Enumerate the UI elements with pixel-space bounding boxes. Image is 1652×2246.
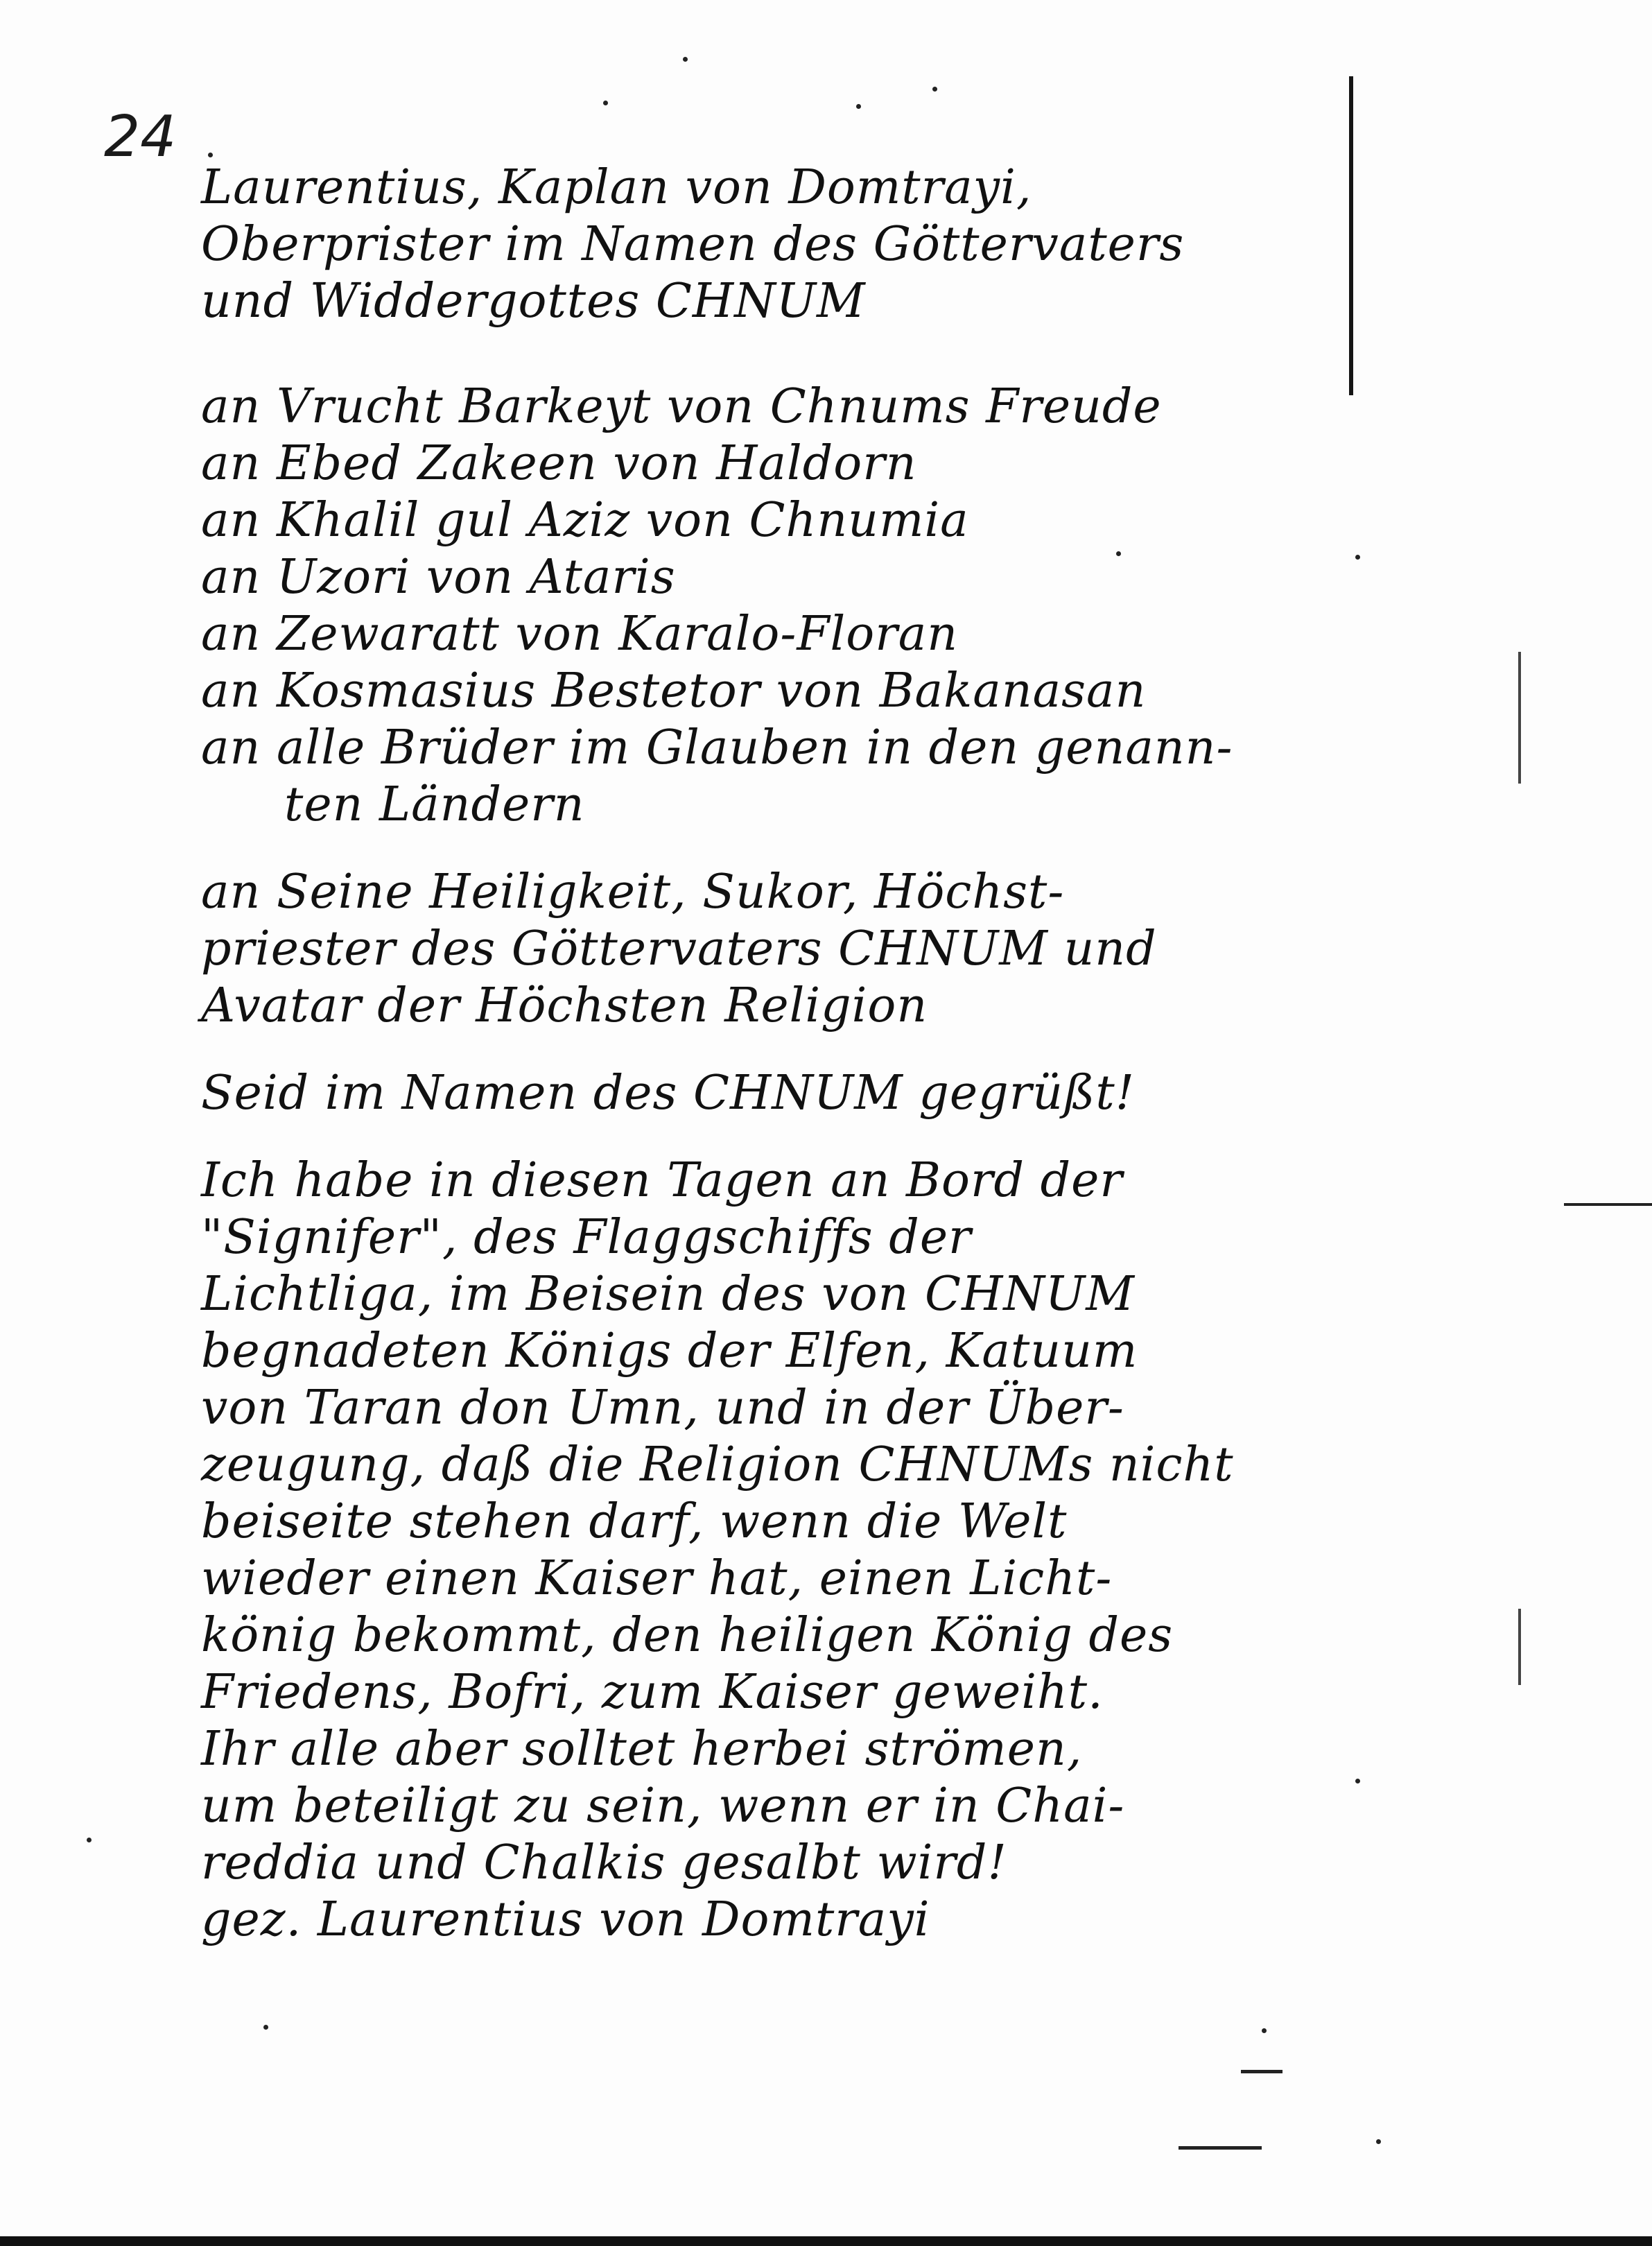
scan-speck — [683, 57, 688, 62]
recipient-line: an Zewaratt von Karalo-Floran — [201, 607, 959, 662]
scan-mark — [1241, 2070, 1283, 2073]
body-line: könig bekommt, den heiligen König des — [201, 1608, 1174, 1663]
body-line: Ihr alle aber solltet herbei strömen, — [201, 1722, 1083, 1777]
scan-speck — [208, 153, 213, 157]
body-line: begnadeten Königs der Elfen, Katuum — [201, 1324, 1138, 1379]
scan-mark — [1179, 2146, 1262, 2150]
recipients-list — [201, 379, 1380, 833]
scan-speck — [87, 1838, 92, 1842]
body-line: wieder einen Kaiser hat, einen Licht- — [201, 1551, 1113, 1606]
scan-margin-rule — [1349, 76, 1353, 395]
recipient-line: an Vrucht Barkeyt von Chnums Freude — [201, 379, 1162, 434]
scan-speck — [932, 87, 937, 92]
recipient-line: an Uzori von Ataris — [201, 550, 676, 605]
holiness-line: priester des Göttervaters CHNUM und — [201, 922, 1157, 976]
body-line: Lichtliga, im Beisein des von CHNUM — [201, 1267, 1135, 1322]
recipient-continuation: ten Ländern — [284, 777, 585, 832]
recipient-line: an Khalil gul Aziz von Chnumia — [201, 493, 969, 548]
scan-speck — [263, 2025, 268, 2030]
greeting: Seid im Namen des CHNUM gegrüßt! — [201, 1066, 1136, 1121]
scan-speck — [1262, 2028, 1267, 2033]
holiness-line: an Seine Heiligkeit, Sukor, Höchst- — [201, 865, 1065, 919]
body-line: von Taran don Umn, und in der Über- — [201, 1381, 1124, 1435]
body-line: Friedens, Bofri, zum Kaiser geweiht. — [201, 1665, 1104, 1720]
body-line: reddia und Chalkis gesalbt wird! — [201, 1835, 1007, 1890]
recipient-line: an alle Brüder im Glauben in den genann- — [201, 720, 1233, 775]
scan-speck — [1116, 551, 1121, 556]
recipient-line: an Ebed Zakeen von Haldorn — [201, 436, 917, 491]
sender-line: Oberprister im Namen des Göttervaters — [201, 217, 1185, 272]
letter-text — [201, 159, 1380, 1949]
body-line: beiseite stehen darf, wenn die Welt — [201, 1494, 1068, 1549]
scan-bottom-edge — [0, 2236, 1652, 2246]
holiness-block — [201, 864, 1380, 1035]
body-line: um beteiligt zu sein, wenn er in Chai- — [201, 1779, 1125, 1833]
page-number: 24 — [104, 104, 177, 170]
sender-line: Laurentius, Kaplan von Domtrayi, — [201, 160, 1032, 215]
greeting-block — [201, 1065, 1380, 1122]
signature: gez. Laurentius von Domtrayi — [201, 1892, 930, 1947]
body-line: "Signifer", des Flaggschiffs der — [201, 1210, 972, 1265]
holiness-line: Avatar der Höchsten Religion — [201, 978, 928, 1033]
body-line: Ich habe in diesen Tagen an Bord der — [201, 1153, 1123, 1208]
scan-speck — [856, 104, 861, 109]
scan-speck — [1376, 2139, 1381, 2144]
scan-speck — [603, 101, 608, 105]
recipient-line: an Kosmasius Bestetor von Bakanasan — [201, 664, 1147, 718]
sender-line: und Widdergottes CHNUM — [201, 274, 866, 329]
scan-edge-line — [1564, 1203, 1652, 1206]
scan-edge-mark — [1518, 652, 1521, 784]
scan-speck — [1355, 1779, 1360, 1783]
scan-speck — [1355, 555, 1360, 560]
sender-block — [201, 159, 1380, 330]
body-block — [201, 1152, 1380, 1949]
body-line: zeugung, daß die Religion CHNUMs nicht — [201, 1437, 1234, 1492]
scan-edge-mark — [1518, 1609, 1521, 1685]
